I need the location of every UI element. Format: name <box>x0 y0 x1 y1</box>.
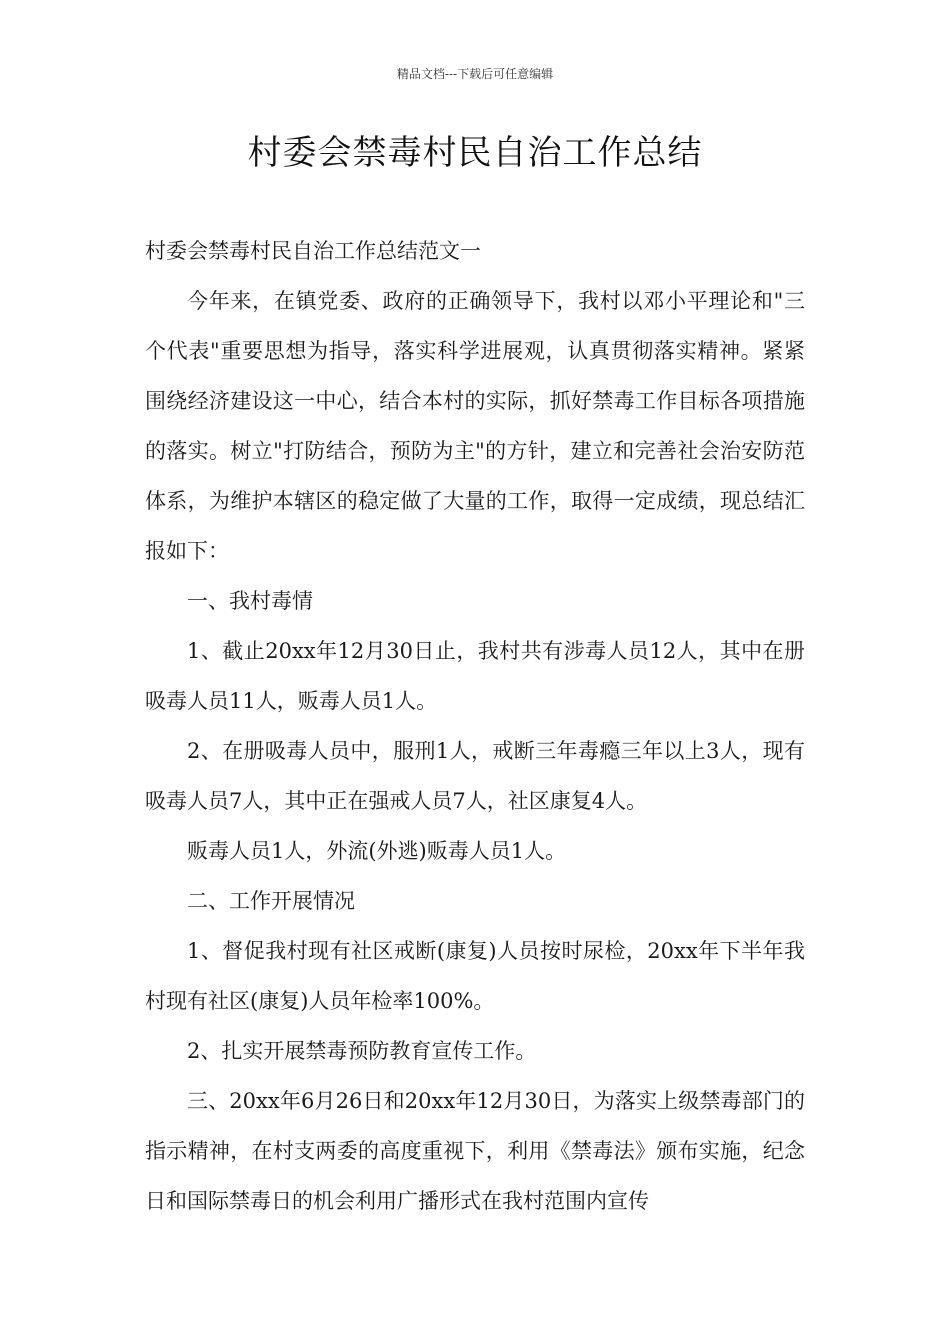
section-heading-2: 二、工作开展情况 <box>187 889 355 913</box>
document-subtitle: 村委会禁毒村民自治工作总结范文一 <box>145 239 481 263</box>
document-body <box>145 226 805 1226</box>
paragraph-2-1: 1、督促我村现有社区戒断(康复)人员按时尿检，20xx年下半年我村现有社区(康复)人员年检率100%。 <box>145 939 805 1013</box>
paragraph-1-2: 2、在册吸毒人员中，服刑1人，戒断三年毒瘾三年以上3人，现有吸毒人员7人，其中正在强戒人员7人，社区康复4人。 <box>145 739 805 813</box>
paragraph-1-1: 1、截止20xx年12月30日止，我村共有涉毒人员12人，其中在册吸毒人员11人，贩毒人员1人。 <box>145 639 805 713</box>
paragraph-1-3: 贩毒人员1人，外流(外逃)贩毒人员1人。 <box>187 839 567 863</box>
paragraph-intro: 今年来，在镇党委、政府的正确领导下，我村以邓小平理论和"三个代表"重要思想为指导，落实科学进展观，认真贯彻落实精神。紧紧围绕经济建设这一中心，结合本村的实际，抓好禁毒工作目标各项措施的落实。树立"打防结合，预防为主"的方针，建立和完善社会治安防范体系，为维护本辖区的稳定做了大量的工作，取得一定成绩，现总结汇报如下： <box>145 289 805 563</box>
header-note: 精品文档---下载后可任意编辑 <box>396 67 554 81</box>
document-title: 村委会禁毒村民自治工作总结 <box>247 133 703 173</box>
section-heading-1: 一、我村毒情 <box>187 589 313 613</box>
paragraph-2-2: 2、扎实开展禁毒预防教育宣传工作。 <box>187 1039 537 1063</box>
paragraph-3: 三、20xx年6月26日和20xx年12月30日，为落实上级禁毒部门的指示精神，在村支两委的高度重视下，利用《禁毒法》颁布实施，纪念日和国际禁毒日的机会利用广播形式在我村范围内宣传 <box>145 1089 805 1213</box>
